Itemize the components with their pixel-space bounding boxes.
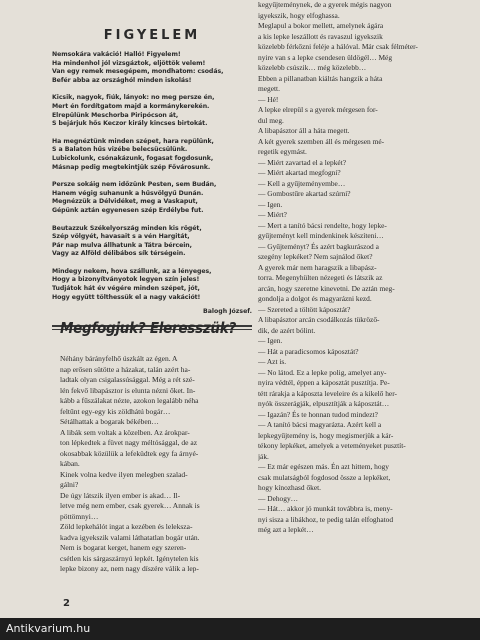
article-line: még azt a lepkét… [258,525,314,534]
article-line: Zöld lepkehálót ingat a kezében és leleksza- [60,522,193,531]
article-line: Sétálhattak a bogarak békében… [60,417,159,426]
article-line: — Azt is. [258,357,287,366]
article-line: gondolja a dolgot és magyarázni kezd. [258,294,372,303]
poem-line: Elrepülünk Meschorba Piripócson át, [52,111,179,119]
poem-line: Van egy remek mesegépem, mondhatom: csodás, [52,68,224,76]
article-line: feltűnt egy-egy kis zöldhátú bogár… [60,406,171,416]
article-line: torra. Megenyhülten nézegeti és látszik az [258,273,383,282]
poem-line: Persze sokáig nem időzünk Pesten, sem Budán, [52,181,217,189]
article-line: De úgy látszik ilyen ember is akad… Il- [60,490,181,500]
article-line: — Gyűjteményt? És azért bagkurászod a [258,241,379,251]
article-line: szegény lepkéket? Nem sajnálod őket? [258,252,373,261]
article-line: A libák sem voltak a közelben. Az árokpar- [60,427,190,437]
article-line: dik, de azért bólint. [258,325,316,335]
poem-line: Mert én fordítgatom majd a kormánykerekén. [52,102,210,110]
poem-stanza [52,268,252,302]
article-line: A két gyerek szemben áll és mérgesen mé- [258,136,385,146]
article-line: Ebben a pillanatban kiáltás hangzik a háta [258,73,383,83]
poem-line: Ha megnéztünk minden szépet, hara repülünk, [52,137,214,145]
article-line: A libapásztor áll a háta megett. [258,126,350,135]
poem-line: Hanem végig suhanunk a hűsvölgyű Dunán. [52,189,204,197]
article-line: közelebb csúszik… még közelebb… [258,63,367,72]
article-line: igyekszik, hogy elfoghassa. [258,10,340,20]
article-line: — Miért zavartad el a lepkét? [258,157,347,167]
article-line: — Dehogy… [258,493,299,503]
article-line: — Gombostűre akartad szúrni? [258,189,351,198]
poem-line: S bejárjuk hős Keczor király kincses birtokát. [52,120,208,128]
article-line: ton lépkedtek a füvet nagy méltósággal, de az [60,438,198,447]
article-line: nyira védtél, éppen a káposztát pusztítja. Pe- [258,378,390,387]
article-line: — Hát a paradicsomos káposztát? [258,346,359,356]
article-line: kadva igyekszik valami láthatatlan bogár után. [60,532,200,542]
article-line: pöttömnyi… [60,511,99,521]
article-line: — Ez már egészen más. Én azt hittem, hogy [258,462,389,471]
article-line: tékony lepkéket, amelyek a veteményeket pusztít- [258,441,406,450]
article-line: okosabbak közülük a lefeküdtek egy fa árnyé- [60,448,199,458]
poem-line: Szép völgyét, havasait s a vén Hargitát, [52,233,190,241]
poem-line: Másnap pedig megtekintjük szép Fővárosunk. [52,163,211,171]
poem-stanzas [52,51,252,302]
article-line: ják. [258,451,269,461]
poem-line: Kicsik, nagyok, fiúk, lányok: no meg persze én, [52,94,215,102]
poem-line: Gépünk aztán egyenesen szép Erdélybe fut. [52,206,204,214]
poem-line: Lubickolunk, csónakázunk, fogasat fogdosunk, [52,154,214,162]
article-line: — Mert a tanító bácsi rendelte, hogy lepke- [258,220,387,230]
poem-line: Megnézzük a Délvidéket, meg a Vaskaput, [52,198,198,206]
article-line: gálni? [60,480,79,489]
article-line: ladtak olyan csigalassúsággal. Még a rét szé- [60,375,195,384]
article-line: — Hát… akkor jó munkát továbbra is, meny- [258,504,393,513]
article-line: gyűjteményt kell mindenkinek készíteni… [258,231,384,240]
article-line: csak mulatságból fogdosod össze a lepkéket, [258,472,391,482]
article-line: — Kell a gyűjteményembe… [258,178,346,188]
article-line: kább a fűszálakat nézte, azokon legalább néha [60,396,199,405]
article-line: arcán, hogy szeretne kinevetni. De aztán meg- [258,283,395,293]
poem-line: Beutazzuk Székelyország minden kis rögét, [52,224,202,232]
article-line: Meglapul a bokor mellett, amelynek ágára [258,21,384,30]
article-line: — Szereted a töltött káposztát? [258,304,351,314]
article-line: lepkegyűjtemény is, hogy megismerjük a kár- [258,430,394,440]
article-headline: Megfogjuk? Eleresszük? [60,319,237,337]
poem-signature: Balogh József. [203,308,252,316]
article-line: lén fekvő libapásztor is elunta nézni őket. In- [60,385,196,395]
poem-stanza [52,138,252,172]
article-line: — Miért? [258,210,287,219]
article-left-column [60,354,252,575]
article-line: nyire van s a lepke csendesen üldögél… Még [258,52,393,62]
article-line: — No látod. Ez a lepke polig, amelyet any- [258,367,387,377]
poem-line: Hogy együtt tölthessük el a nagy vakációt! [52,293,201,301]
article-line: letve még nem ember, csak gyerek… Annak is [60,501,200,510]
article-line: nyók összerágják, elpusztítják a káposztát… [258,399,390,408]
article-line: tétt rárakja a káposzta leveleire és a kikelő her- [258,388,397,398]
article-line: csétlen kis sárgaszárnyú lepkét. Igénytelen kis [60,553,199,563]
page-number: 2 [63,598,70,609]
article-line: A gyerek már nem haragszik a libapász- [258,262,377,272]
article-line: Néhány bárányfelhő úszkált az égen. A [60,354,178,363]
poem-line: S a Balaton hűs vizébe belecsücsülünk. [52,146,188,154]
poem-line: Befér abba az országhól minden iskolás! [52,76,192,84]
article-line: — Hé! [258,94,279,104]
article-line: kában. [60,459,80,468]
article-line: — A tanító bácsi magyarázta. Azért kell a [258,420,382,429]
article-line: kegyűjteménynek, de a gyerek mégis nagyon [258,0,392,9]
poem-section [52,28,252,330]
article-right-column [258,0,454,536]
article-line: — Igazán? És te honnan tudod mindezt? [258,409,378,419]
poem-line: Ha mindenhol jól vizsgáztok, eljöttök velem! [52,59,206,67]
article-line: nyi sisza a libákhoz, te pedig talán elfoghatod [258,514,394,524]
poem-line: Pár nap mulva állhatunk a Tátra bércein, [52,241,192,249]
poem-stanza [52,51,252,85]
poem-title: FIGYELEM [103,28,201,43]
article-line: dul meg. [258,115,284,125]
poem-stanza [52,94,252,128]
article-line: regetik egymást. [258,147,307,156]
article-line: — Igen. [258,199,283,209]
article-line: Kinek volna kedve ilyen melegben szalad- [60,469,188,479]
article-line: hogy kínozhasd őket. [258,483,322,492]
article-line: — Igen. [258,336,283,345]
poem-line: Tudjátok hát év végére minden szépet, jót, [52,285,200,293]
article-line: nap erősen sütötte a házakat, talán azért ha- [60,364,191,374]
poem-stanza [52,181,252,215]
poem-stanza [52,225,252,259]
poem-line: Mindegy nekem, hova szállunk, az a lényeges, [52,267,212,275]
article-line: megett. [258,84,280,93]
watermark-banner: Antikvarium.hu [0,618,480,640]
article-line: A libapásztor arcán csodálkozás tükröző- [258,315,380,324]
article-line: közelebb férkőzni feléje a hálóval. Már csak félméter- [258,42,418,51]
article-line: Nem is bogarat kerget, hanem egy szeren- [60,543,187,552]
article-line: lepke bizony az, nem nagy díszére válik a lep- [60,564,199,573]
poem-line: Hogy a bizonyítványotok legyen szín jeles! [52,276,200,284]
article-line: a kis lepke leszállott és ravaszul igyekszik [258,31,383,41]
article-line: A lepke elrepül s a gyerek mérgesen for- [258,105,378,114]
poem-line: Nemsokára vakáció! Halló! Figyelem! [52,51,181,58]
poem-line: Vagy az Alföld délibábos sík térségein. [52,250,186,258]
article-line: — Miért akartad megfogni? [258,168,341,177]
